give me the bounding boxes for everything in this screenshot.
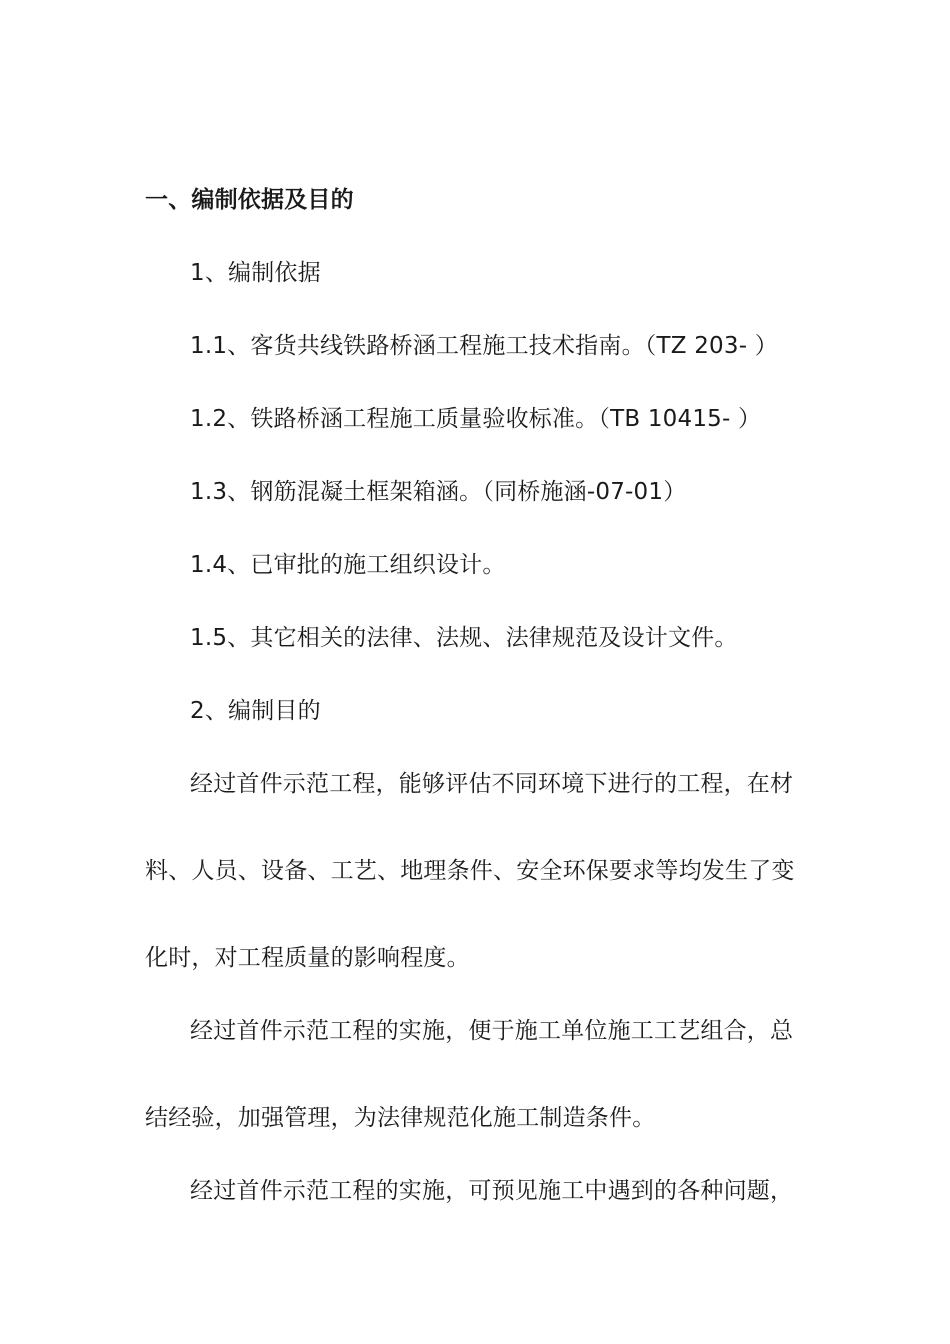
paragraph-line: 经过首件示范工程的实施，便于施工单位施工工艺组合，总 — [190, 1018, 794, 1044]
basis-item: 1.3、钢筋混凝土框架箱涵。（同桥施涵-07-01） — [190, 479, 687, 505]
basis-item: 1.2、铁路桥涵工程施工质量验收标准。（TB 10415- ） — [190, 406, 762, 432]
paragraph-line: 料、人员、设备、工艺、地理条件、安全环保要求等均发生了变 — [145, 858, 795, 884]
basis-title: 1、编制依据 — [190, 260, 321, 286]
paragraph-line: 经过首件示范工程，能够评估不同环境下进行的工程，在材 — [190, 771, 794, 797]
basis-item: 1.5、其它相关的法律、法规、法律规范及设计文件。 — [190, 625, 738, 651]
basis-item: 1.4、已审批的施工组织设计。 — [190, 552, 506, 578]
paragraph-line: 化时，对工程质量的影响程度。 — [145, 945, 470, 971]
paragraph-line: 经过首件示范工程的实施，可预见施工中遇到的各种问题， — [190, 1178, 794, 1204]
paragraph-line: 结经验，加强管理，为法律规范化施工制造条件。 — [145, 1105, 656, 1131]
basis-item: 1.1、客货共线铁路桥涵工程施工技术指南。（TZ 203- ） — [190, 333, 778, 359]
section-heading: 一、编制依据及目的 — [145, 187, 354, 213]
purpose-title: 2、编制目的 — [190, 698, 321, 724]
